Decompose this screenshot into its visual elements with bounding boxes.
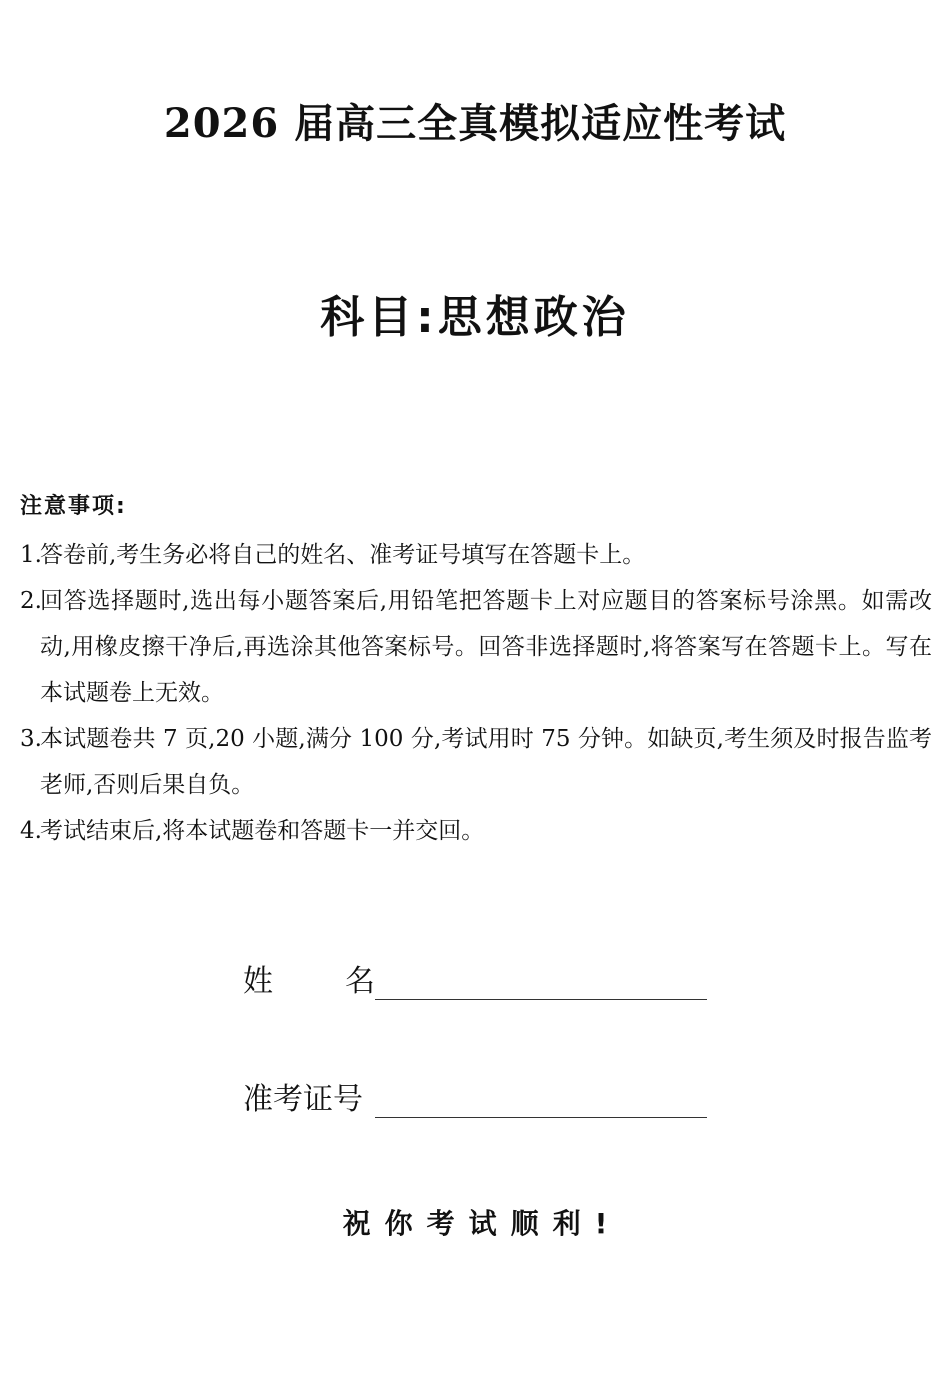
exam-title: 2026 届高三全真模拟适应性考试 <box>163 100 787 147</box>
notice-item-text: 本试题卷共 7 页,20 小题,满分 100 分,考试用时 75 分钟。如缺页,考生须及时报告监考老师,否则后果自负。 <box>40 726 932 798</box>
name-label <box>243 962 375 1002</box>
notice-item-2 <box>20 578 932 716</box>
notice-heading: 注意事项: <box>20 494 127 519</box>
notice-item-number: 3. <box>20 726 42 752</box>
name-field <box>243 962 707 1002</box>
notice-item-4 <box>20 808 932 854</box>
notice-item-text: 考试结束后,将本试题卷和答题卡一并交回。 <box>40 818 485 844</box>
notice-list <box>20 532 932 854</box>
notice-item-number: 4. <box>20 818 42 844</box>
notice-item-text: 答卷前,考生务必将自己的姓名、准考证号填写在答题卡上。 <box>40 542 646 568</box>
name-label-char-2: 名 <box>345 964 375 999</box>
name-label-char-1: 姓 <box>243 964 273 999</box>
exam-id-blank-line[interactable] <box>375 1117 707 1118</box>
exam-id-field <box>243 1080 707 1120</box>
notice-item-text: 回答选择题时,选出每小题答案后,用铅笔把答题卡上对应题目的答案标号涂黑。如需改动,用橡皮擦干净后,再选涂其他答案标号。回答非选择题时,将答案写在答题卡上。写在本试题卷上无效。 <box>40 588 932 706</box>
notice-item-3 <box>20 716 932 808</box>
name-blank-line[interactable] <box>375 999 707 1000</box>
good-luck-message: 祝你考试顺利! <box>342 1207 622 1240</box>
notice-item-number: 1. <box>20 542 42 568</box>
notice-item-1 <box>20 532 932 578</box>
exam-id-label: 准考证号 <box>243 1082 363 1117</box>
subject-heading: 科目:思想政治 <box>320 292 630 343</box>
notice-item-number: 2. <box>20 588 42 614</box>
